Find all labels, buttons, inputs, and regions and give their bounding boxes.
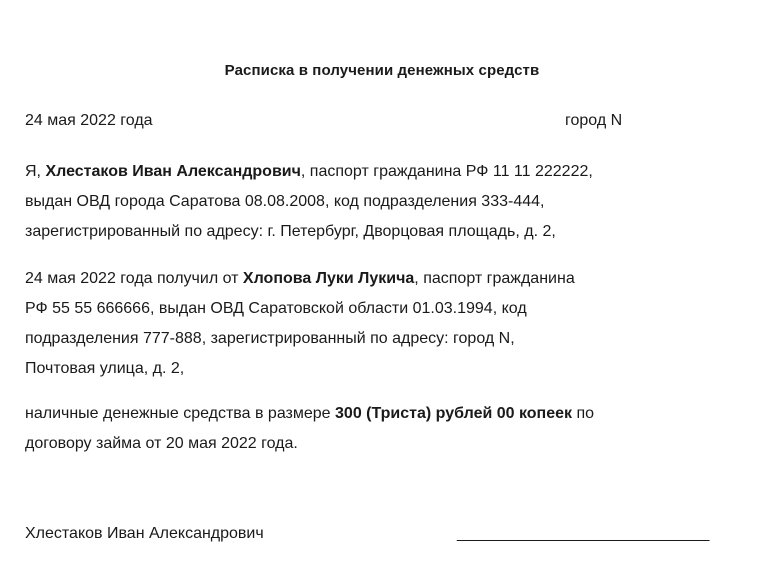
- paragraph-lender-line-3: подразделения 777-888, зарегистрированный по адресу: город N,: [25, 330, 515, 347]
- text-fragment: наличные денежные средства в размере: [25, 405, 336, 422]
- signature-line: ______________________________: [457, 525, 709, 542]
- signature-name: Хлестаков Иван Александрович: [25, 525, 264, 542]
- paragraph-issuer-line-2: выдан ОВД города Саратова 08.08.2008, код подразделения 333-444,: [25, 193, 545, 210]
- amount: 300 (Триста) рублей 00 копеек: [335, 405, 573, 422]
- text-fragment: Я,: [25, 163, 46, 180]
- document-date: 24 мая 2022 года: [25, 112, 153, 129]
- paragraph-lender-line-1: [25, 264, 575, 294]
- paragraph-lender: [25, 264, 575, 384]
- paragraph-issuer-line-3: зарегистрированный по адресу: г. Петербург, Дворцовая площадь, д. 2,: [25, 223, 556, 240]
- paragraph-lender-line-2: РФ 55 55 666666, выдан ОВД Саратовской области 01.03.1994, код: [25, 300, 527, 317]
- text-fragment: , паспорт гражданина РФ 11 11 222222,: [300, 163, 593, 180]
- paragraph-amount-line-1: [25, 399, 594, 429]
- paragraph-amount-line-2: договору займа от 20 мая 2022 года.: [25, 435, 298, 452]
- issuer-name: Хлестаков Иван Александрович: [45, 163, 301, 180]
- document-city: город N: [565, 112, 623, 129]
- text-fragment: 24 мая 2022 года получил от: [25, 270, 243, 287]
- paragraph-amount: [25, 399, 594, 459]
- paragraph-lender-line-4: Почтовая улица, д. 2,: [25, 360, 185, 377]
- document-title: Расписка в получении денежных средств: [224, 62, 540, 79]
- paragraph-issuer-line-1: [25, 157, 593, 187]
- lender-name: Хлопова Луки Лукича: [242, 270, 415, 287]
- text-fragment: , паспорт гражданина: [414, 270, 575, 287]
- paragraph-issuer: [25, 157, 593, 247]
- text-fragment: по: [572, 405, 595, 422]
